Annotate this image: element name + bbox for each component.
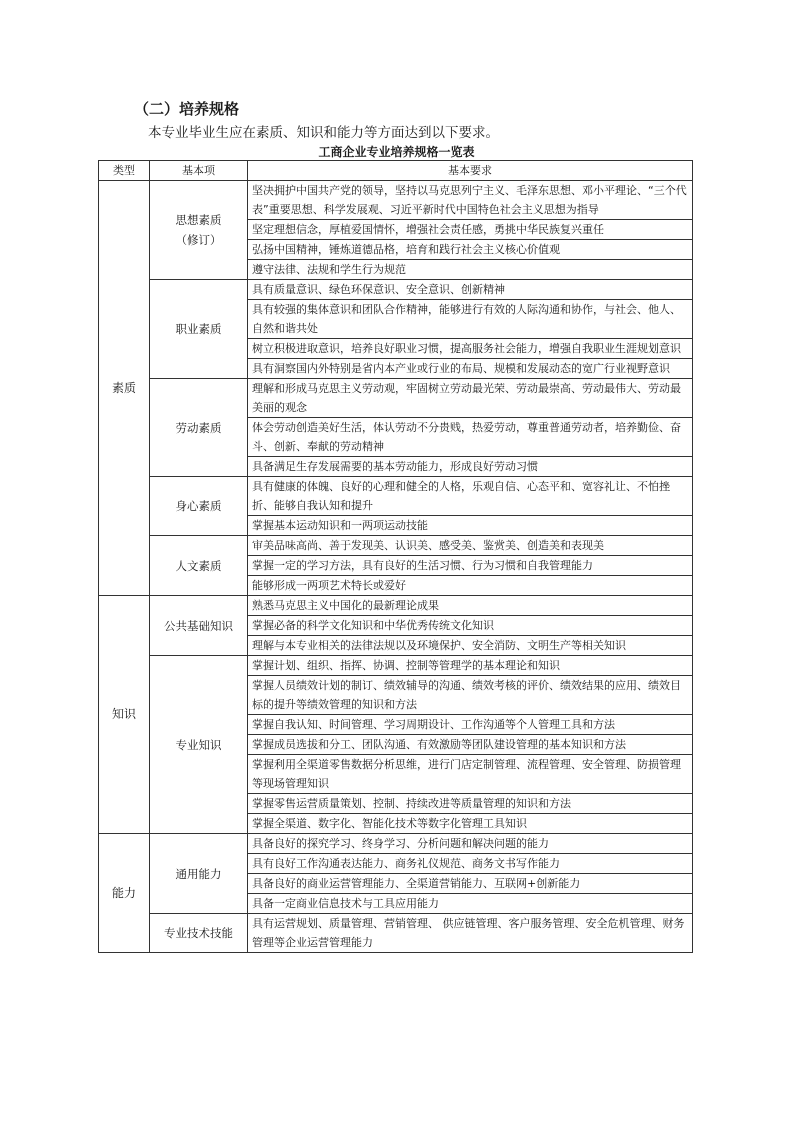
table-row	[99, 280, 693, 300]
table-row	[99, 834, 693, 854]
item-physical: 身心素质	[150, 477, 248, 536]
req-cell: 具有较强的集体意识和团队合作精神，能够进行有效的人际沟通和协作，与社会、他人、自然和谐共处	[248, 300, 693, 339]
req-cell: 掌握基本运动知识和一两项运动技能	[248, 516, 693, 536]
item-ideology-label: 思想素质	[175, 213, 222, 227]
req-cell: 具备良好的商业运营管理能力、全渠道营销能力、互联网+创新能力	[248, 874, 693, 894]
item-humanities: 人文素质	[150, 536, 248, 596]
req-cell: 具备良好的探究学习、终身学习、分析问题和解决问题的能力	[248, 834, 693, 854]
req-cell: 掌握人员绩效计划的制订、绩效辅导的沟通、绩效考核的评价、绩效结果的应用、绩效目标的提升等绩效管理的知识和方法	[248, 676, 693, 715]
req-cell: 掌握必备的科学文化知识和中华优秀传统文化知识	[248, 616, 693, 636]
req-cell: 坚定理想信念，厚植爱国情怀，增强社会责任感，勇挑中华民族复兴重任	[248, 220, 693, 240]
req-cell: 掌握利用全渠道零售数据分析思维，进行门店定制管理、流程管理、安全管理、防损管理等现场管理知识	[248, 755, 693, 794]
req-cell: 树立积极进取意识，培养良好职业习惯，提高服务社会能力，增强自我职业生涯规划意识	[248, 339, 693, 359]
table-row	[99, 596, 693, 616]
req-cell: 掌握成员选拔和分工、团队沟通、有效激励等团队建设管理的基本知识和方法	[248, 735, 693, 755]
req-cell: 遵守法律、法规和学生行为规范	[248, 260, 693, 280]
header-type: 类型	[99, 161, 150, 181]
req-cell: 体会劳动创造美好生活，体认劳动不分贵贱，热爱劳动，尊重普通劳动者，培养勤俭、奋斗、创新、奉献的劳动精神	[248, 418, 693, 457]
table-row	[99, 477, 693, 516]
intro-text: 本专业毕业生应在素质、知识和能力等方面达到以下要求。	[148, 125, 499, 141]
table-caption: 工商企业专业培养规格一览表	[318, 145, 475, 159]
req-cell: 具有质量意识、绿色环保意识、安全意识、创新精神	[248, 280, 693, 300]
req-cell: 具有洞察国内外特别是省内本产业或行业的布局、规模和发展动态的宽广行业视野意识	[248, 359, 693, 379]
req-cell: 具备一定商业信息技术与工具应用能力	[248, 894, 693, 914]
item-ideology	[150, 181, 248, 280]
table-row	[99, 536, 693, 556]
item-public-basic: 公共基础知识	[150, 596, 248, 656]
table-row	[99, 181, 693, 220]
table-header-row	[99, 161, 693, 181]
section-heading: （二）培养规格	[134, 100, 240, 118]
req-cell: 理解与本专业相关的法律法规以及环境保护、安全消防、文明生产等相关知识	[248, 636, 693, 656]
type-quality: 素质	[99, 181, 150, 596]
req-cell: 掌握零售运营质量策划、控制、持续改进等质量管理的知识和方法	[248, 794, 693, 814]
item-general-ability: 通用能力	[150, 834, 248, 914]
req-cell: 理解和形成马克思主义劳动观，牢固树立劳动最光荣、劳动最崇高、劳动最伟大、劳动最美丽的观念	[248, 379, 693, 418]
type-ability: 能力	[99, 834, 150, 953]
req-cell: 具有运营规划、质量管理、营销管理、 供应链管理、客户服务管理、安全危机管理、财务管理等企业运营管理能力	[248, 914, 693, 953]
req-cell: 掌握全渠道、数字化、智能化技术等数字化管理工具知识	[248, 814, 693, 834]
req-cell: 熟悉马克思主义中国化的最新理论成果	[248, 596, 693, 616]
training-spec-table	[98, 160, 693, 953]
item-labor: 劳动素质	[150, 379, 248, 477]
req-cell: 具备满足生存发展需要的基本劳动能力，形成良好劳动习惯	[248, 457, 693, 477]
req-cell: 审美品味高尚、善于发现美、认识美、感受美、鉴赏美、创造美和表现美	[248, 536, 693, 556]
table-row	[99, 379, 693, 418]
type-knowledge: 知识	[99, 596, 150, 834]
item-specialty: 专业知识	[150, 656, 248, 834]
req-cell: 弘扬中国精神，锤炼道德品格，培育和践行社会主义核心价值观	[248, 240, 693, 260]
item-tech-skill: 专业技术技能	[150, 914, 248, 953]
req-cell: 具有健康的体魄、良好的心理和健全的人格，乐观自信、心态平和、宽容礼让、不怕挫折、能够自我认知和提升	[248, 477, 693, 516]
req-cell: 掌握计划、组织、指挥、协调、控制等管理学的基本理论和知识	[248, 656, 693, 676]
item-ideology-note: （修订）	[175, 233, 222, 247]
header-req: 基本要求	[248, 161, 693, 181]
table-row	[99, 914, 693, 953]
header-item: 基本项	[150, 161, 248, 181]
req-cell: 具有良好工作沟通表达能力、商务礼仪规范、商务文书写作能力	[248, 854, 693, 874]
req-cell: 掌握一定的学习方法，具有良好的生活习惯、行为习惯和自我管理能力	[248, 556, 693, 576]
req-cell: 掌握自我认知、时间管理、学习周期设计、工作沟通等个人管理工具和方法	[248, 715, 693, 735]
item-professional: 职业素质	[150, 280, 248, 379]
table-row	[99, 656, 693, 676]
req-cell: 坚决拥护中国共产党的领导，坚持以马克思列宁主义、毛泽东思想、邓小平理论、“三个代表”重要思想、科学发展观、习近平新时代中国特色社会主义思想为指导	[248, 181, 693, 220]
req-cell: 能够形成一两项艺术特长或爱好	[248, 576, 693, 596]
